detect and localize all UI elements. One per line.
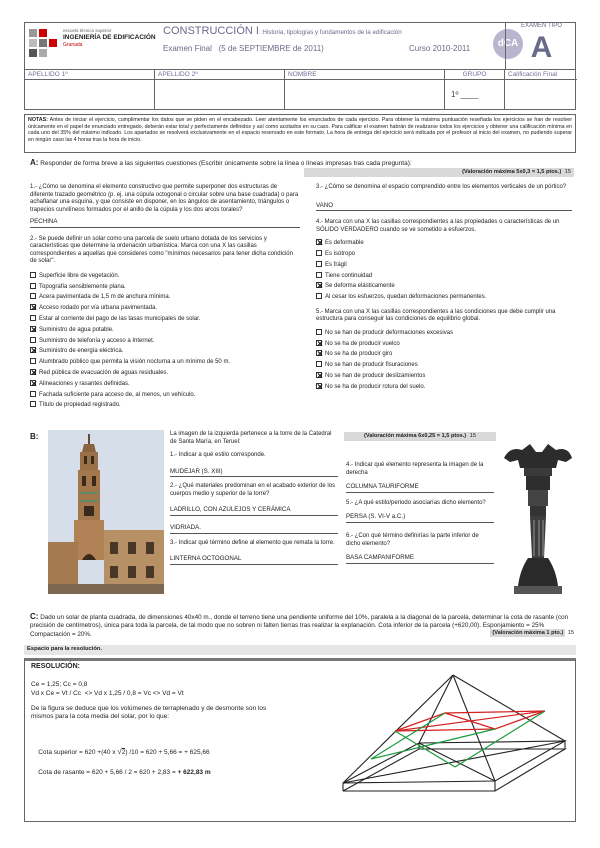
checked-checkbox-icon[interactable] (316, 372, 322, 378)
calc-line-5-a: Cota de rasante = 620 + 5,66 / 2 = 620 + 2,83 = (38, 769, 178, 777)
a-q2-option-label: Superficie libre de vegetación. (39, 272, 120, 279)
a-q2-option[interactable] (30, 401, 300, 410)
b-answer-4[interactable]: COLUMNA TAURIFORME (346, 483, 494, 493)
empty-checkbox-icon[interactable] (316, 261, 322, 267)
section-c-valoracion-text: (Valoración máxima 1 pto.) (492, 630, 564, 636)
column-sculpture-icon (500, 440, 576, 596)
apellido1-label: APELLIDO 1º (28, 71, 68, 78)
calc-result: + 622,83 m (177, 769, 211, 777)
a-q2-option[interactable] (30, 315, 300, 324)
a-q4-option[interactable] (316, 293, 572, 302)
school-logo (29, 26, 165, 66)
notes-text: Antes de iniciar el ejercicio, cumplimentar los datos que se piden en el encabezado. Leer atentamente los enunciados de cada ejercicio. Para obtener la máxima puntuación reseñada los ejercicios se han de resolver únicamente en el papel de enunciado entregado, deberán estar total y perfectamente definidos y así como acotados en su caso. Para calificar el examen habrán de realizarse todos los ejercicios y obtener una calificación mínima en cada uno del 35% del máximo indicado. Los apartados se resolverá exclusivamente en el espacio reservado en este formato. La hora de entrega del ejercicio será indicada por el profesor al inicio del examen, no pudiendo superar en ningún caso las 4 horas tras la hora de inicio. (28, 117, 572, 143)
empty-checkbox-icon[interactable] (30, 337, 36, 343)
logo-line1: escuela técnica superior (63, 28, 112, 33)
empty-checkbox-icon[interactable] (316, 250, 322, 256)
a-q2-option-label: Alineaciones y rasantes definidas. (39, 380, 130, 387)
a-q2-option[interactable] (30, 391, 300, 400)
empty-checkbox-icon[interactable] (316, 293, 322, 299)
checked-checkbox-icon[interactable] (30, 326, 36, 332)
calc-line-1: Ce = 1,25; Cc = 0,8 (31, 681, 88, 688)
section-b-valoracion (344, 432, 496, 441)
section-a-left (30, 184, 300, 412)
a-q2-option-label: Acceso rodado por vía urbana pavimentada. (39, 305, 158, 312)
a-q5-option-label: No se han de producir deformaciones excesivas (325, 329, 454, 336)
title-block (163, 25, 493, 69)
grupo-value: 1º ____ (451, 90, 479, 99)
a-q2-option-label: Título de propiedad registrado. (39, 402, 121, 409)
empty-checkbox-icon[interactable] (30, 293, 36, 299)
a-q4-option[interactable] (316, 261, 572, 270)
b-question-1: 1.- Indicar a qué estilo corresponde. (170, 452, 266, 458)
a-q2-options (30, 272, 300, 410)
a-q5-option-label: No se ha de producir vuelco (325, 340, 400, 347)
persian-column-image (500, 440, 576, 596)
empty-checkbox-icon[interactable] (316, 361, 322, 367)
checked-checkbox-icon[interactable] (316, 239, 322, 245)
checked-checkbox-icon[interactable] (30, 304, 36, 310)
a-q2-option[interactable] (30, 326, 300, 335)
empty-checkbox-icon[interactable] (30, 358, 36, 364)
a-q2-option[interactable] (30, 293, 300, 302)
empty-checkbox-icon[interactable] (316, 329, 322, 335)
a-q5-option[interactable] (316, 361, 572, 370)
a-q5-option-label: No se han de producir fisuraciones (325, 362, 418, 369)
sqrt-icon: √ (117, 747, 122, 757)
a-q2-option[interactable] (30, 283, 300, 292)
empty-checkbox-icon[interactable] (30, 401, 36, 407)
checked-checkbox-icon[interactable] (30, 369, 36, 375)
b-answer-2a[interactable]: LADRILLO, CON AZULEJOS Y CERÁMICA (170, 506, 338, 516)
resolucion-label: RESOLUCIÓN: (31, 663, 80, 670)
section-b-label: B: (30, 432, 39, 441)
a-q5-option[interactable] (316, 350, 572, 359)
a-question-3: 3.- ¿Cómo se denomina el espacio comprendido entre los elementos verticales de un pórtico? (316, 184, 567, 190)
a-q4-option-label: Tiene continuidad (325, 272, 373, 279)
section-a-intro (30, 158, 570, 168)
calc-line-5 (31, 761, 211, 785)
a-answer-3[interactable]: VANO (316, 202, 572, 212)
a-q5-option-label: No se ha de producir giro (325, 351, 393, 358)
section-a-right (316, 184, 572, 394)
a-q2-option-label: Acera pavimentada de 1,5 m de anchura mínima. (39, 294, 171, 301)
section-c-statement: Dado un solar de planta cuadrada, de dimensiones 40x40 m., donde el terreno tiene una pendiente uniforme del 10%, paralela a la diagonal de la parcela, determinar la cota de rasante (con precisión de centímetros), única para toda la parcela, de tal modo que no sobren ni falten tierras tras realizar la explanación. Cota inferior de la parcela (+620,00). Esponjamiento = 25% Compactación = 20%. (30, 614, 569, 638)
notes-box (24, 114, 576, 153)
a-q2-option[interactable] (30, 304, 300, 313)
section-c-score: 15 (567, 630, 574, 636)
a-question-1: 1.- ¿Cómo se denomina el elemento constructivo que permite superponer dos estructuras de diferente trazado geométrico (p. ej. una cúpula octogonal o circular sobre una base cuadrada) o para achaflanar una esquina, y que consiste en disponer, en los ángulos de asentamiento, triángulos o trapecios curvilíneos formados por el anillo de la cúpula y los dos arcos torales? (30, 184, 299, 213)
calc-line-3: De la figura se deduce que los volúmenes de terraplenado y de desmonte son los mismos para la cota media del solar, por lo que: (31, 705, 267, 721)
a-q2-option-label: Estar al corriente del pago de las tasas municipales de solar. (39, 315, 201, 322)
checked-checkbox-icon[interactable] (316, 383, 322, 389)
a-q4-option[interactable] (316, 239, 572, 248)
course-title: CONSTRUCCIÓN I (163, 25, 259, 37)
checked-checkbox-icon[interactable] (30, 380, 36, 386)
student-row-divider (25, 79, 577, 80)
resolution-box (24, 658, 576, 822)
a-q2-option-label: Red pública de evacuación de aguas residuales. (39, 369, 169, 376)
section-a-intro-text: Responder de forma breve a las siguientes cuestiones (Escribir únicamente sobre la línea o líneas impresas tras cada pregunta): (40, 160, 412, 167)
a-question-2: 2.- Se puede definir un solar como una parcela de suelo urbano dotada de los servicios y características que determine la ordenación urbanística. Marca con una X las casillas correspondientes a aquellas que consideres como "mínimos necesarios para tener dicha condición de solar". (30, 235, 293, 265)
course-subtitle: : Historia, tipologías y fundamentos de la edificación (258, 29, 402, 36)
empty-checkbox-icon[interactable] (30, 272, 36, 278)
terrain-prism-diagram (335, 671, 571, 821)
a-question-5: 5.- Marca con una X las casillas correspondientes a las condiciones que debe cumplir una estructura para conseguir las condiciones de equilibrio global. (316, 308, 556, 323)
a-q2-option-label: Alumbrado público que permita la visión nocturna a un mínimo de 50 m. (39, 359, 231, 366)
b-question-5: 5.- ¿A qué estilo/periodo asociarías dicho elemento? (346, 499, 486, 506)
a-q5-option[interactable] (316, 383, 572, 392)
section-a-valoracion (304, 168, 574, 177)
student-row (24, 70, 576, 110)
a-q2-option-label: Topografía sensiblemente plana. (39, 283, 126, 290)
header (24, 22, 576, 70)
a-q2-option[interactable] (30, 358, 300, 367)
a-q5-option-label: No se han de producir deslizamientos (325, 372, 426, 379)
apellido2-label: APELLIDO 2º (158, 71, 198, 78)
grupo-field[interactable] (445, 70, 505, 109)
course-year: Curso 2010-2011 (409, 44, 471, 53)
calc-line-4-c: ) /10 = 620 + 5,66 = + 625,66 (125, 749, 210, 757)
empty-checkbox-icon[interactable] (30, 315, 36, 321)
a-q5-options (316, 329, 572, 391)
a-question-4: 4.- Marca con una X las casillas correspondientes a las propiedades o características de un SÓLIDO VERDADERO cuando se ve sometido a esfuerzos. (316, 219, 560, 233)
nombre-label: NOMBRE (288, 71, 317, 78)
teruel-tower-image (48, 430, 164, 594)
apellido2-field[interactable] (155, 70, 285, 109)
logo-line3: Granada (63, 42, 83, 48)
logo-grid-icon (29, 29, 59, 63)
logo-line2: INGENIERÍA DE EDIFICACIÓN (63, 34, 156, 41)
b-question-4: 4.- Indicar qué elemento representa la imagen de la derecha (346, 462, 484, 476)
section-c-valoracion (466, 630, 574, 637)
notes-label: NOTAS: (28, 117, 48, 123)
checked-checkbox-icon[interactable] (316, 350, 322, 356)
a-q5-option[interactable] (316, 329, 572, 338)
exam-line: Examen Final (5 de SEPTIEMBRE de 2011) (163, 44, 324, 53)
section-b-valoracion-text: (Valoración máxima 6x0,25 = 1,5 ptos.) (364, 433, 467, 439)
b-answer-5[interactable]: PERSA (S. VI-V a.C.) (346, 513, 494, 523)
a-q4-option-label: Se deforma elásticamente (325, 283, 395, 290)
a-q2-option-label: Suministro de energía eléctrica. (39, 348, 124, 355)
a-q5-option[interactable] (316, 340, 572, 349)
a-q2-option[interactable] (30, 380, 300, 389)
a-q4-option[interactable] (316, 250, 572, 259)
calificacion-label: Calificación Final (508, 71, 558, 78)
b-question-6: 6.- ¿Con qué término definirías la parte inferior de dicho elemento? (346, 533, 479, 547)
a-q2-option-label: Fachada suficiente para acceso de, al menos, un vehículo. (39, 391, 196, 398)
a-q2-option-label: Suministro de telefonía y acceso a Internet. (39, 337, 155, 344)
a-q5-option-label: No se ha de producir rotura del suelo. (325, 383, 426, 390)
empty-checkbox-icon[interactable] (30, 391, 36, 397)
a-q2-option[interactable] (30, 272, 300, 281)
checked-checkbox-icon[interactable] (316, 282, 322, 288)
a-q4-option-label: Es frágil (325, 261, 347, 268)
exam-type-box (505, 22, 577, 70)
a-q2-option[interactable] (30, 369, 300, 378)
a-q4-option[interactable] (316, 272, 572, 281)
section-b-score: 15 (469, 433, 476, 439)
calc-line-4-b: 2 (121, 749, 126, 757)
a-q2-option-label: Suministro de agua potable. (39, 326, 114, 333)
section-b-middle (170, 431, 338, 565)
exam-type-label: EXAMEN TIPO (521, 23, 562, 29)
section-a-label: A: (30, 158, 39, 167)
nombre-field[interactable] (285, 70, 445, 109)
tower-photo-icon (48, 430, 164, 594)
b-answer-1[interactable]: MUDEJAR (S. XIII) (170, 468, 338, 478)
a-q2-option[interactable] (30, 337, 300, 346)
b-intro: La imagen de la izquierda pertenece a la torre de la Catedral de Santa María, en Teruel: (170, 431, 332, 445)
a-q5-option[interactable] (316, 372, 572, 381)
calc-line-2: Vd x Ce = Vt / Cc <> Vd x 1,25 / 0,8 = Vc <> Vd = Vt (31, 690, 184, 697)
exam-type-letter: A (530, 30, 553, 64)
empty-checkbox-icon[interactable] (30, 283, 36, 289)
section-b-right (346, 462, 494, 564)
checked-checkbox-icon[interactable] (30, 347, 36, 353)
checked-checkbox-icon[interactable] (316, 340, 322, 346)
grupo-label: GRUPO (462, 71, 487, 78)
calc-line-4-a: Cota superior = 620 +(40 x (38, 749, 118, 757)
espacio-bar (24, 645, 576, 655)
title-line (163, 25, 493, 39)
b-answer-6[interactable]: BASA CAMPANIFORME (346, 554, 494, 564)
apellido1-field[interactable] (25, 70, 155, 109)
empty-checkbox-icon[interactable] (316, 272, 322, 278)
section-c-label: C: (30, 612, 39, 621)
a-q4-options (316, 239, 572, 301)
a-q4-option-label: Es deformable (325, 240, 364, 247)
b-answer-3[interactable]: LINTERNA OCTOGONAL (170, 555, 338, 565)
section-a-score: 15 (564, 169, 571, 175)
dca-label: dCA (497, 38, 519, 49)
a-q2-option[interactable] (30, 347, 300, 356)
b-question-2: 2.- ¿Qué materiales predominan en el acabado exterior de los cuerpos medio y superior de la torre? (170, 483, 336, 497)
espacio-label: Espacio para la resolución. (27, 646, 103, 652)
a-q4-option-label: Es isótropo (325, 251, 356, 258)
section-a-valoracion-text: (Valoración máxima 5x0,3 = 1,5 ptos.) (462, 169, 562, 175)
a-q4-option[interactable] (316, 282, 572, 291)
b-answer-2b[interactable]: VIDRIADA. (170, 524, 338, 534)
a-q4-option-label: Al cesar los esfuerzos, quedan deformaciones permanentes. (325, 294, 487, 301)
b-question-3: 3.- Indicar qué término define al elemento que remata la torre. (170, 539, 335, 546)
calificacion-field (505, 70, 577, 109)
a-answer-1[interactable]: PECHINA (30, 218, 300, 228)
